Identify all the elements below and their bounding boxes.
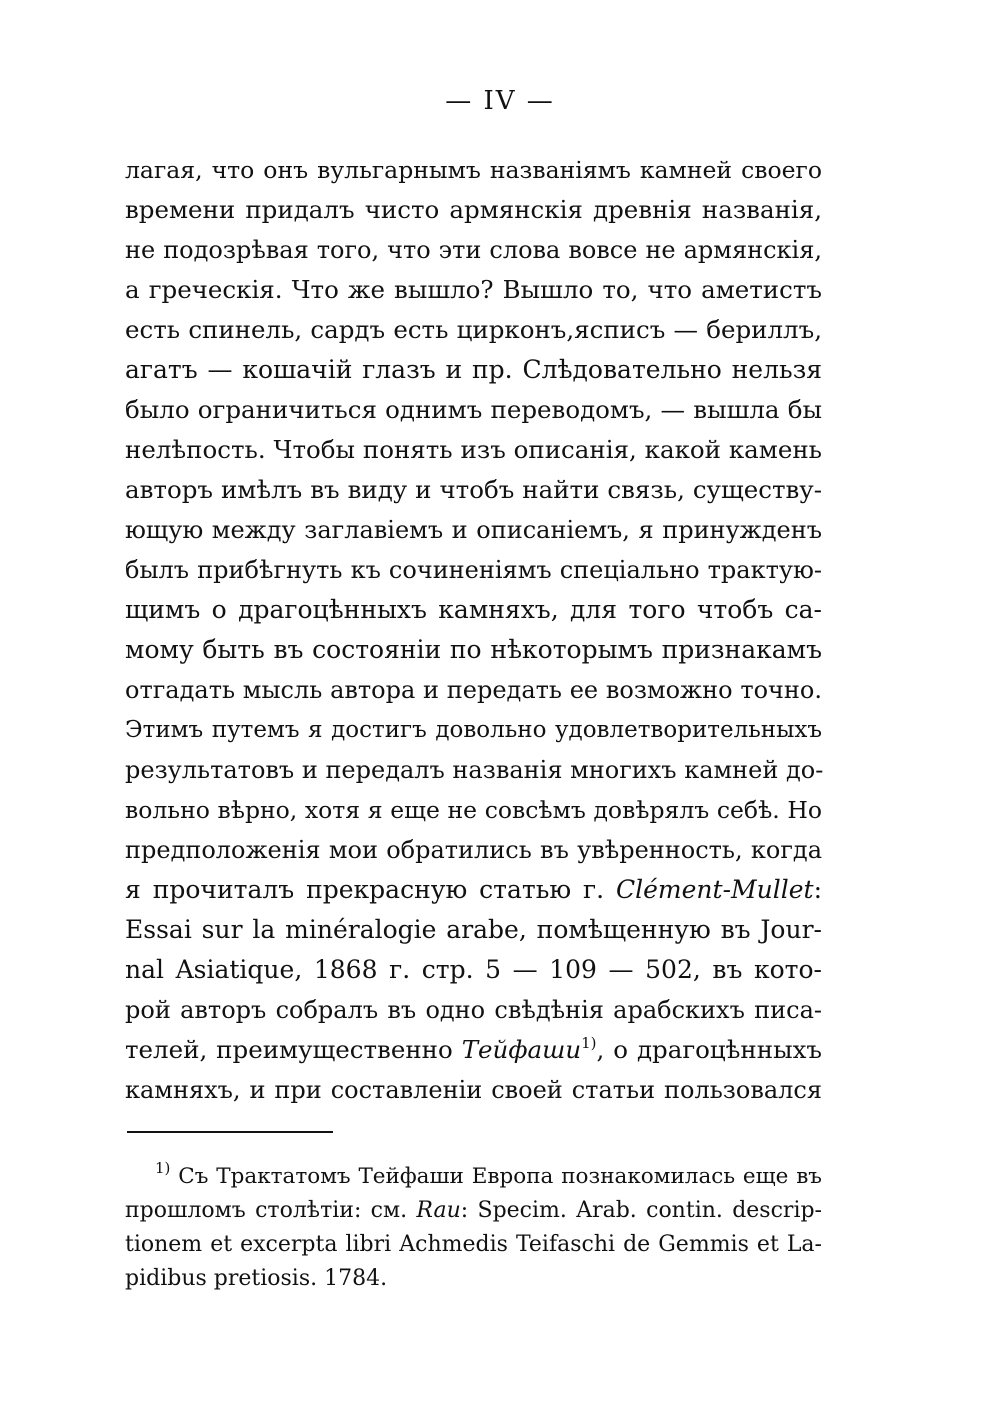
text-line bbox=[125, 1030, 822, 1070]
text-line: щимъ о драгоцѣнныхъ камняхъ, для того чтобъ са- bbox=[125, 595, 822, 624]
text-segment: Съ Трактатомъ Тейфаши Европа познакомилась еще въ bbox=[170, 1164, 822, 1189]
text-line: было ограничиться однимъ переводомъ, — вышла бы bbox=[125, 395, 822, 424]
text-line: отгадать мысль автора и передать ее возможно точно. bbox=[125, 676, 822, 704]
text-line: не подозрѣвая того, что эти слова вовсе не армянскія, bbox=[125, 236, 822, 264]
text-line: Essai sur la minéralogie arabe, помѣщенную въ Jour- bbox=[125, 915, 822, 944]
text-segment: : Specim. Arab. contin. descrip- bbox=[460, 1198, 822, 1223]
text-line bbox=[125, 870, 822, 910]
text-line: авторъ имѣлъ въ виду и чтобъ найти связь, существу- bbox=[125, 475, 822, 504]
text-segment: прошломъ столѣтіи: см. bbox=[125, 1198, 417, 1223]
footnote bbox=[125, 1160, 822, 1296]
text-segment: : bbox=[813, 875, 822, 904]
author-name-italic: Rau bbox=[416, 1198, 461, 1223]
footnote-line bbox=[125, 1194, 822, 1228]
text-line: мому быть въ состояніи по нѣкоторымъ признакамъ bbox=[125, 635, 822, 664]
text-segment: телей, преимущественно bbox=[125, 1035, 462, 1064]
author-name-italic: Тейфаши bbox=[461, 1035, 582, 1064]
text-line: лагая, что онъ вульгарнымъ названіямъ камней своего bbox=[125, 156, 822, 184]
text-line: а греческія. Что же вышло? Вышло то, что аметистъ bbox=[125, 275, 822, 304]
text-line: былъ прибѣгнуть къ сочиненіямъ спеціально трактую- bbox=[125, 556, 822, 584]
text-segment: , о драгоцѣнныхъ bbox=[596, 1035, 822, 1064]
text-line: времени придалъ чисто армянскія древнія названія, bbox=[125, 195, 822, 224]
page-number: — IV — bbox=[445, 86, 555, 116]
footnote-marker: 1) bbox=[155, 1159, 171, 1177]
text-line: ющую между заглавіемъ и описаніемъ, я принужденъ bbox=[125, 516, 822, 544]
text-line: результатовъ и передалъ названія многихъ камней до- bbox=[125, 756, 824, 784]
footnote-separator bbox=[127, 1131, 333, 1133]
text-line: агатъ — кошачій глазъ и пр. Слѣдовательно нельзя bbox=[125, 355, 822, 384]
text-line: есть спинель, сардъ есть цирконъ,ясписъ — бериллъ, bbox=[125, 315, 822, 344]
text-line: камняхъ, и при составленіи своей статьи пользовался bbox=[125, 1076, 822, 1104]
text-line: предположенія мои обратились въ увѣренность, когда bbox=[125, 836, 822, 864]
text-line: nal Asiatique, 1868 г. стр. 5 — 109 — 502, въ кото- bbox=[125, 955, 822, 984]
text-segment: я прочиталъ прекрасную статью г. bbox=[125, 875, 617, 904]
footnote-reference[interactable]: 1) bbox=[581, 1034, 597, 1052]
main-text bbox=[125, 150, 822, 1110]
text-line: вольно вѣрно, хотя я еще не совсѣмъ довѣрялъ себѣ. Но bbox=[125, 796, 822, 824]
text-line: нелѣпость. Чтобы понять изъ описанія, какой камень bbox=[125, 435, 822, 464]
footnote-line bbox=[125, 1160, 822, 1194]
text-line: Этимъ путемъ я достигъ довольно удовлетворительныхъ bbox=[125, 717, 822, 743]
author-name-italic: Clément-Mullet bbox=[616, 875, 814, 904]
footnote-line: pidibus pretiosis. 1784. bbox=[125, 1266, 388, 1291]
footnote-line: tionem et excerpta libri Achmedis Teifaschi de Gemmis et La- bbox=[125, 1232, 822, 1257]
text-line: рой авторъ собралъ въ одно свѣдѣнія арабскихъ писа- bbox=[125, 996, 822, 1024]
